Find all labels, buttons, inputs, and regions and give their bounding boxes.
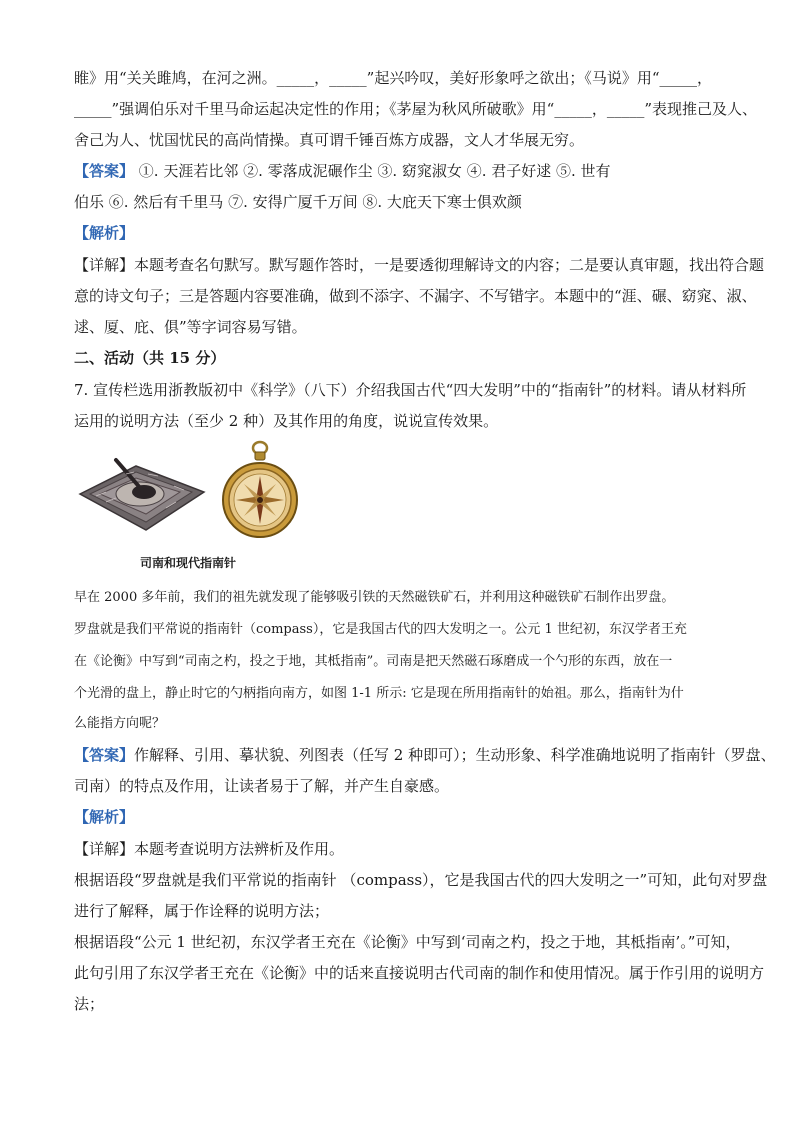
answer-text: ①. 天涯若比邻 ②. 零落成泥碾作尘 ③. 窈窕淑女 ④. 君子好逑 ⑤. 世有 <box>134 162 611 180</box>
answer-line <box>74 745 776 765</box>
text-line: 逑、厦、庇、俱”等字词容易写错。 <box>74 318 307 336</box>
question-line: 运用的说明方法（至少 2 种）及其作用的角度，说说宣传效果。 <box>74 412 499 430</box>
material-line: 罗盘就是我们平常说的指南针（compass），它是我国古代的四大发明之一。公元 1 世纪初，东汉学者王充 <box>74 622 687 637</box>
material-line: 个光滑的盘上，静止时它的勺柄指向南方，如图 1-1 所示: 它是现在所用指南针的始祖。那么，指南针为什 <box>74 686 684 701</box>
analysis-tag: 【解析】 <box>74 224 135 242</box>
analysis-tag: 【解析】 <box>74 808 135 826</box>
material-line: 么能指方向呢？ <box>74 716 166 731</box>
answer-line: 伯乐 ⑥. 然后有千里马 ⑦. 安得广厦千万间 ⑧. 大庇天下寒士俱欢颜 <box>74 193 522 211</box>
question-line: 7. 宣传栏选用浙教版初中《科学》（八下）介绍我国古代“四大发明”中的“指南针”的材料。请从材料所 <box>74 381 747 399</box>
answer-tag: 【答案】 <box>74 746 135 764</box>
answer-line: 司南）的特点及作用，让读者易于了解，并产生自豪感。 <box>74 777 450 795</box>
text-line: 根据语段“罗盘就是我们平常说的指南针 （compass），它是我国古代的四大发明之一”可知，此句对罗盘 <box>74 871 768 889</box>
text-line: 此句引用了东汉学者王充在《论衡》中的话来直接说明古代司南的制作和使用情况。属于作引用的说明方 <box>74 964 765 982</box>
answer-text: 作解释、引用、摹状貌、列图表（任写 2 种即可）；生动形象、科学准确地说明了指南针（罗盘、 <box>134 746 776 764</box>
section-heading: 二、活动（共 15 分） <box>74 349 226 367</box>
text-line: _____”强调伯乐对千里马命运起决定性的作用；《茅屋为秋风所破歌》用“_____，_____”表现推己及人、 <box>74 100 758 118</box>
compass-image <box>222 440 298 542</box>
image-caption: 司南和现代指南针 <box>140 556 237 570</box>
material-line: 早在 2000 多年前，我们的祖先就发现了能够吸引铁的天然磁铁矿石，并利用这种磁铁矿石制作出罗盘。 <box>74 590 675 605</box>
sinan-image <box>76 452 206 534</box>
text-line: 舍己为人、忧国忧民的高尚情操。真可谓千锤百炼方成器，文人才华展无穷。 <box>74 131 585 149</box>
text-line: 根据语段“公元 1 世纪初，东汉学者王充在《论衡》中写到‘司南之杓，投之于地，其柢指南’。”可知， <box>74 933 741 951</box>
material-line: 在《论衡》中写到“司南之杓，投之于地，其柢指南”。司南是把天然磁石琢磨成一个勺形的东西，放在一 <box>74 654 673 669</box>
answer-line <box>74 161 611 181</box>
text-line: 睢》用“关关雎鸠，在河之洲。_____，_____”起兴吟叹，美好形象呼之欲出；《马说》用“_____， <box>74 69 713 87</box>
answer-tag: 【答案】 <box>74 162 135 180</box>
text-line: 法； <box>74 995 105 1013</box>
text-line: 进行了解释，属于作诠释的说明方法； <box>74 902 330 920</box>
text-line: 意的诗文句子；三是答题内容要准确，做到不添字、不漏字、不写错字。本题中的“涯、碾、窈窕、淑、 <box>74 287 757 305</box>
text-line: 【详解】本题考查名句默写。默写题作答时，一是要透彻理解诗文的内容；二是要认真审题，找出符合题 <box>74 256 765 274</box>
text-line: 【详解】本题考查说明方法辨析及作用。 <box>74 840 345 858</box>
